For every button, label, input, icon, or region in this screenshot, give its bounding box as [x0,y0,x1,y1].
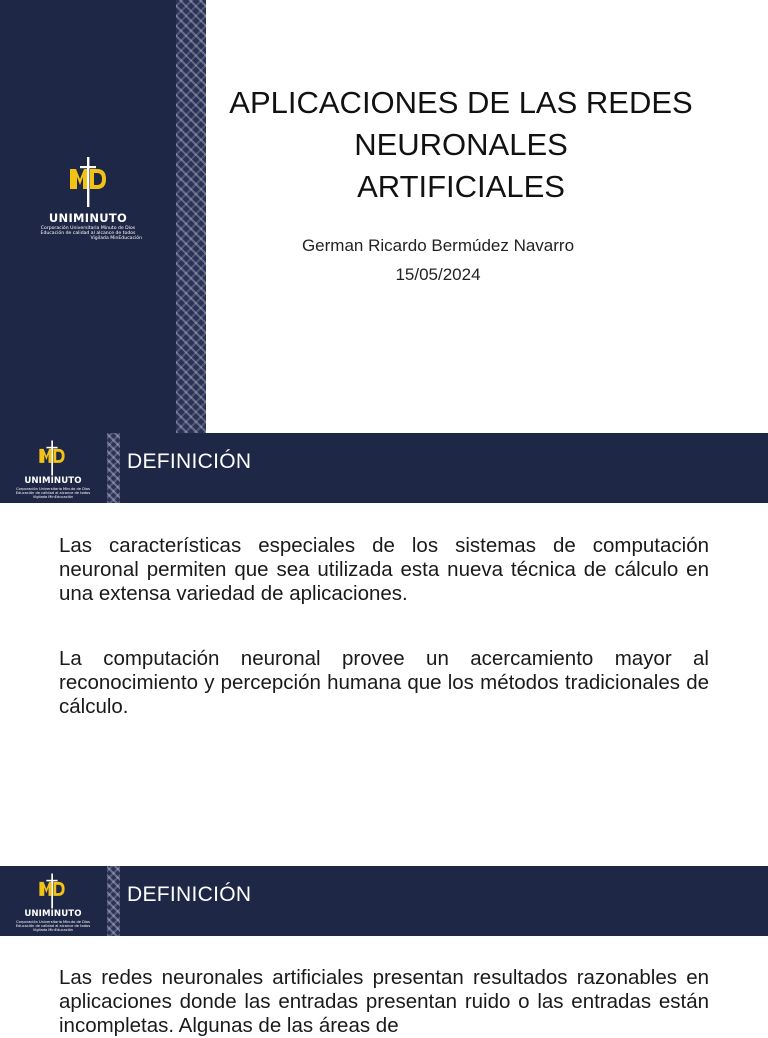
title-line: ARTIFICIALES [357,169,565,204]
decorative-pattern-strip [176,0,206,433]
md-cross-icon [38,439,66,477]
logo-tagline: Educación de calidad al alcance de todos [40,231,136,236]
decorative-pattern-strip [107,433,120,503]
logo-tagline: Vigilada MinEducación [32,928,74,932]
title-line: NEURONALES [354,127,568,162]
body-paragraph: La computación neuronal provee un acercamiento mayor al reconocimiento y percepción humana que los métodos tradicionales de cálculo. [59,647,709,718]
uniminuto-logo [30,155,146,245]
body-paragraph: Las redes neuronales artificiales presentan resultados razonables en aplicaciones donde las entradas presentan ruido o las entradas están incompletas. Algunas de las áreas de [59,966,709,1037]
logo-tagline: Corporación Universitaria Minuto de Dios [16,487,90,491]
slide-header [0,433,768,503]
md-cross-icon [68,155,108,209]
logo-tagline: Corporación Universitaria Minuto de Dios [16,920,90,924]
side-panel [0,0,176,433]
logo-wordmark: UNIMINUTO [24,476,82,486]
uniminuto-logo [10,439,96,499]
slide-heading: DEFINICIÓN [127,883,252,906]
presentation-title [218,82,704,208]
body-paragraph: Las características especiales de los sistemas de computación neuronal permiten que sea utilizada esta nueva técnica de cálculo en una extensa variedad de aplicaciones. [59,534,709,605]
definition-slide [0,866,768,1037]
presentation-date: 15/05/2024 [395,265,481,284]
uniminuto-logo [10,872,96,932]
author-name: German Ricardo Bermúdez Navarro [301,236,575,255]
logo-tagline: Corporación Universitaria Minuto de Dios [40,226,136,231]
logo-tagline: Vigilada MinEducación [32,495,74,499]
title-slide [0,0,768,433]
logo-wordmark: UNIMINUTO [48,211,128,225]
decorative-pattern-strip [107,866,120,936]
title-line: APLICACIONES DE LAS REDES [229,85,693,120]
logo-tagline: Educación de calidad al alcance de todos [15,491,91,495]
logo-wordmark: UNIMINUTO [24,909,82,919]
slide-heading: DEFINICIÓN [127,450,252,473]
slide-header [0,866,768,936]
logo-tagline: Vigilada MinEducación [90,236,142,241]
logo-tagline: Educación de calidad al alcance de todos [15,924,91,928]
definition-slide [0,433,768,866]
md-cross-icon [38,872,66,910]
